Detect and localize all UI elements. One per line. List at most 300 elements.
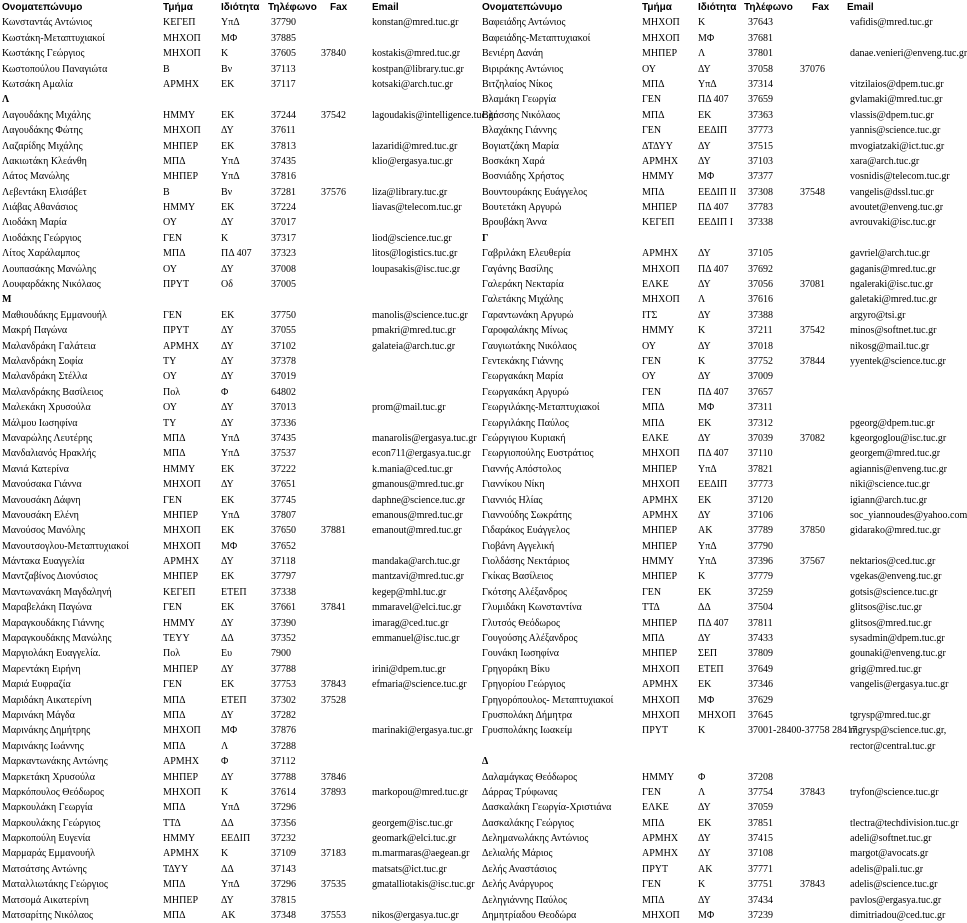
cell-email[interactable]: danae.venieri@enveng.tuc.gr <box>850 48 967 60</box>
table-row <box>482 554 960 569</box>
cell-name: Γεωργιλάκης Παύλος <box>482 417 569 429</box>
cell-role: ΠΔ 407 <box>698 386 729 398</box>
cell-fax: 37183 <box>321 848 346 860</box>
table-row <box>0 215 480 230</box>
cell-email[interactable]: niki@science.tuc.gr <box>850 479 930 491</box>
table-row <box>0 539 480 554</box>
cell-name: Μαραγκουδάκης Μανώλης <box>2 633 112 645</box>
cell-email[interactable]: mantzavi@mred.tuc.gr <box>372 571 464 583</box>
cell-email[interactable]: vosnidis@telecom.tuc.gr <box>850 171 950 183</box>
cell-phone: 37537 <box>271 448 296 460</box>
table-row <box>482 416 960 431</box>
cell-phone: 37281 <box>271 186 296 198</box>
table-row <box>0 123 480 138</box>
cell-fax: 37843 <box>321 679 346 691</box>
cell-role: ΕΚ <box>221 109 235 121</box>
cell-name: Γαλετάκης Μιχάλης <box>482 294 564 306</box>
table-row <box>0 770 480 785</box>
table-row <box>482 15 960 30</box>
cell-name: Γρηγοράκη Βίκυ <box>482 663 550 675</box>
cell-name: Γρυσπολάκης Ιωακείμ <box>482 725 573 737</box>
cell-phone: 37244 <box>271 109 296 121</box>
table-body <box>482 15 967 923</box>
cell-email[interactable]: georgem@isc.tuc.gr <box>372 817 453 829</box>
cell-dept: ΓΕΝ <box>163 232 183 244</box>
cell-email[interactable]: pgeorg@dpem.tuc.gr <box>850 417 935 429</box>
cell-phone: 37005 <box>271 279 296 291</box>
cell-email[interactable]: adeli@softnet.tuc.gr <box>850 833 932 845</box>
cell-phone: 37323 <box>271 248 296 260</box>
cell-phone: 37851 <box>748 817 773 829</box>
cell-role: ΔΥ <box>221 402 234 414</box>
cell-phone: 64802 <box>271 386 296 398</box>
cell-phone: 37752 <box>748 355 773 367</box>
cell-name: Μαραγκουδάκης Γιάννης <box>2 617 104 629</box>
cell-email[interactable]: vafidis@mred.tuc.gr <box>850 17 933 29</box>
cell-email[interactable]: vlassis@dpem.tuc.gr <box>850 109 934 121</box>
cell-email[interactable]: grig@mred.tuc.gr <box>850 663 922 675</box>
cell-phone: 37058 <box>748 63 773 75</box>
cell-email[interactable]: kgeorgoglou@isc.tuc.gr <box>850 432 947 444</box>
cell-role: ΕΚ <box>221 525 235 537</box>
cell-email[interactable]: geomark@elci.tuc.gr <box>372 833 457 845</box>
cell-dept: ΜΗΠΕΡ <box>163 140 199 152</box>
table-row <box>0 262 480 277</box>
cell-phone: 37821 <box>748 463 773 475</box>
cell-dept: ΜΗΧΟΠ <box>163 32 201 44</box>
cell-dept: ΜΠΔ <box>642 109 665 121</box>
section-letter-row <box>482 754 960 769</box>
cell-name: Μαλανδράκη Γαλάτεια <box>2 340 96 352</box>
cell-role: ΔΥ <box>698 371 711 383</box>
cell-role: Φ <box>221 386 229 398</box>
cell-phone: 37317 <box>271 232 296 244</box>
cell-phone: 37651 <box>271 479 296 491</box>
cell-email[interactable]: marinaki@ergasya.tuc.gr <box>372 725 473 737</box>
table-row <box>0 308 480 323</box>
cell-name: Δάρρας Τρύφωνας <box>482 786 558 798</box>
cell-email[interactable]: georgem@mred.tuc.gr <box>850 448 941 460</box>
table-row <box>482 893 960 908</box>
table-row <box>0 477 480 492</box>
cell-email[interactable]: mvogiatzaki@ict.tuc.gr <box>850 140 945 152</box>
cell-name: Ματσομά Αικατερίνη <box>2 894 89 906</box>
cell-name: Γεωργιλάκης-Μεταπτυχιακοί <box>482 402 600 414</box>
cell-name: Βρουβάκη Άννα <box>482 217 547 229</box>
cell-phone: 37745 <box>271 494 296 506</box>
cell-role: ΔΥ <box>221 355 234 367</box>
cell-dept: ΔΤΔΥΥ <box>642 140 673 152</box>
cell-name: Μάντακα Ευαγγελία <box>2 556 85 568</box>
cell-role: Λ <box>698 294 706 306</box>
cell-email[interactable]: yannis@science.tuc.gr <box>850 125 941 137</box>
table-row <box>482 708 960 723</box>
cell-email[interactable]: sysadmin@dpem.tuc.gr <box>850 633 945 645</box>
cell-email[interactable]: lagoudakis@intelligence.tuc.gr <box>372 109 497 121</box>
cell-dept: ΜΗΧΟΠ <box>163 540 201 552</box>
cell-email[interactable]: adelis@pali.tuc.gr <box>850 863 924 875</box>
cell-name: Γεωργακάκη Μαρία <box>482 371 564 383</box>
cell-fax: 37844 <box>800 355 825 367</box>
section-letter-row <box>0 292 480 307</box>
cell-fax: 37553 <box>321 910 346 922</box>
cell-phone: 37754 <box>748 786 773 798</box>
cell-role: ΥπΔ <box>221 509 240 521</box>
table-row <box>0 369 480 384</box>
cell-email[interactable]: matsats@ict.tuc.gr <box>372 863 447 875</box>
cell-role: ΑΚ <box>698 863 713 875</box>
cell-role: ΔΥ <box>698 340 711 352</box>
cell-phone: 37363 <box>748 109 773 121</box>
table-row <box>0 585 480 600</box>
cell-email[interactable]: markopou@mred.tuc.gr <box>372 786 468 798</box>
cell-email[interactable]: lazaridi@mred.tuc.gr <box>372 140 458 152</box>
cell-email[interactable]: vangelis@dssl.tuc.gr <box>850 186 934 198</box>
cell-name: Γ <box>482 232 489 244</box>
cell-fax: 37843 <box>800 879 825 891</box>
cell-phone: 37390 <box>271 617 296 629</box>
cell-email[interactable]: m.marmaras@aegean.gr <box>372 848 470 860</box>
header-name: Ονοματεπώνυμο <box>2 2 83 13</box>
cell-name: Λίτος Χαράλαμπος <box>2 248 80 260</box>
cell-name: Γκίκας Βασίλειος <box>482 571 553 583</box>
cell-name: Λιοδάκης Γεώργιος <box>2 232 82 244</box>
table-row <box>0 646 480 661</box>
cell-phone: 37346 <box>748 679 773 691</box>
cell-email[interactable]: avrouvaki@isc.tuc.gr <box>850 217 936 229</box>
cell-email[interactable]: ngaleraki@isc.tuc.gr <box>850 279 934 291</box>
cell-phone: 37681 <box>748 32 773 44</box>
cell-email[interactable]: rector@central.tuc.gr <box>850 740 936 752</box>
cell-role: ΠΔ 407 <box>221 248 252 260</box>
table-row <box>482 477 960 492</box>
cell-dept: ΟΥ <box>642 63 656 75</box>
cell-phone: 37435 <box>271 432 296 444</box>
cell-email[interactable]: igiann@arch.tuc.gr <box>850 494 927 506</box>
cell-dept: ΤΔΥΥ <box>163 863 189 875</box>
table-row <box>0 616 480 631</box>
cell-name: Μανούσος Μανόλης <box>2 525 86 537</box>
cell-role: ΥπΔ <box>698 463 717 475</box>
cell-fax: 37881 <box>321 525 346 537</box>
cell-fax: 37542 <box>321 109 346 121</box>
cell-name: Γρυσπολάκη Δήμητρα <box>482 709 572 721</box>
table-header <box>482 0 960 15</box>
table-row <box>482 277 960 292</box>
cell-email[interactable]: loupasakis@isc.tuc.gr <box>372 263 461 275</box>
cell-role: ΔΥ <box>221 479 234 491</box>
cell-dept: ΑΡΜΗΧ <box>163 78 200 90</box>
cell-phone: 37117 <box>271 78 296 90</box>
cell-email[interactable]: manarolis@ergasya.tuc.gr <box>372 432 477 444</box>
cell-email[interactable]: soc_yiannoudes@yahoo.com <box>850 509 967 521</box>
cell-name: Μαντζαβίνος Διονύσιος <box>2 571 98 583</box>
cell-email[interactable]: glitsos@mred.tuc.gr <box>850 617 932 629</box>
table-row <box>482 46 967 61</box>
cell-email[interactable]: agiannis@enveng.tuc.gr <box>850 463 947 475</box>
cell-phone: 37239 <box>748 910 773 922</box>
cell-email[interactable]: litos@logistics.tuc.gr <box>372 248 458 260</box>
cell-role: ΜΗΧΟΠ <box>698 709 736 721</box>
header-phone: Τηλέφωνο <box>268 2 317 13</box>
cell-name: Δ <box>482 756 489 768</box>
cell-email[interactable]: avoutet@enveng.tuc.gr <box>850 202 944 214</box>
cell-dept: ΜΗΠΕΡ <box>163 571 199 583</box>
cell-dept: ΜΗΧΟΠ <box>163 786 201 798</box>
cell-role: ΔΥ <box>698 432 711 444</box>
cell-dept: ΠΡΥΤ <box>642 863 669 875</box>
cell-email[interactable]: liza@library.tuc.gr <box>372 186 448 198</box>
cell-phone: 37388 <box>748 309 773 321</box>
cell-phone: 37692 <box>748 263 773 275</box>
cell-email[interactable]: kostpan@library.tuc.gr <box>372 63 464 75</box>
cell-email[interactable]: liod@science.tuc.gr <box>372 232 452 244</box>
cell-phone: 37809 <box>748 648 773 660</box>
cell-email[interactable]: emanout@mred.tuc.gr <box>372 525 462 537</box>
cell-dept: ΜΠΔ <box>642 78 665 90</box>
cell-name: Δελής Αναστάσιος <box>482 863 557 875</box>
cell-role: ΔΥ <box>221 263 234 275</box>
cell-dept: ΗΜΜΥ <box>642 325 675 337</box>
cell-dept: ΑΡΜΗΧ <box>642 679 679 691</box>
table-row <box>482 108 960 123</box>
cell-dept: ΜΗΧΟΠ <box>642 263 680 275</box>
cell-email[interactable]: emanous@mred.tuc.gr <box>372 509 463 521</box>
cell-dept: ΚΕΓΕΠ <box>163 586 196 598</box>
cell-role: ΕΤΕΠ <box>221 586 247 598</box>
cell-email[interactable]: gotsis@science.tuc.gr <box>850 586 938 598</box>
cell-email[interactable]: mmaravel@elci.tuc.gr <box>372 602 462 614</box>
cell-email[interactable]: yyentek@science.tuc.gr <box>850 355 946 367</box>
cell-dept: ΑΡΜΗΧ <box>642 848 679 860</box>
cell-fax: 37840 <box>321 48 346 60</box>
cell-email[interactable]: gmatalliotakis@isc.tuc.gr <box>372 879 475 891</box>
cell-name: Βαφειάδης-Μεταπτυχιακοί <box>482 32 591 44</box>
cell-email[interactable]: galetaki@mred.tuc.gr <box>850 294 937 306</box>
cell-role: ΔΥ <box>698 833 711 845</box>
cell-email[interactable]: tlectra@techdivision.tuc.gr <box>850 817 959 829</box>
cell-email[interactable]: konstan@mred.tuc.gr <box>372 17 459 29</box>
cell-phone: 37120 <box>748 494 773 506</box>
cell-email[interactable]: gavriel@arch.tuc.gr <box>850 248 930 260</box>
table-row <box>0 46 480 61</box>
cell-role: ΠΔ 407 <box>698 94 729 106</box>
cell-email[interactable]: dimitriadou@ced.tuc.gr <box>850 910 946 922</box>
cell-email[interactable]: daphne@science.tuc.gr <box>372 494 466 506</box>
cell-email[interactable]: nikosg@mail.tuc.gr <box>850 340 930 352</box>
cell-role: ΔΔ <box>221 817 234 829</box>
cell-email[interactable]: mgrysp@science.tuc.gr, <box>850 725 947 737</box>
cell-role: ΔΥ <box>698 309 711 321</box>
cell-email[interactable]: econ711@ergasya.tuc.gr <box>372 448 471 460</box>
cell-dept: ΜΠΔ <box>642 186 665 198</box>
table-row <box>0 893 480 908</box>
table-row <box>0 416 480 431</box>
cell-role: ΕΚ <box>221 309 235 321</box>
cell-role: ΕΤΕΠ <box>221 694 247 706</box>
cell-dept: ΚΕΓΕΠ <box>163 17 196 29</box>
cell-role: ΕΕΔΙΠ <box>221 833 251 845</box>
cell-fax: 37841 <box>321 602 346 614</box>
table-row <box>482 616 960 631</box>
cell-email[interactable]: nektarios@ced.tuc.gr <box>850 556 936 568</box>
cell-role: ΕΚ <box>221 679 235 691</box>
table-row <box>482 600 960 615</box>
cell-email[interactable]: argyro@tsi.gr <box>850 309 906 321</box>
cell-name: Μανουτσογλου-Μεταπτυχιακοί <box>2 540 129 552</box>
cell-email[interactable]: klio@ergasya.tuc.gr <box>372 155 453 167</box>
cell-dept: ΜΗΧΟΠ <box>642 709 680 721</box>
cell-dept: ΓΕΝ <box>642 586 662 598</box>
cell-email[interactable]: vangelis@ergasya.tuc.gr <box>850 679 949 691</box>
cell-dept: ΓΕΝ <box>642 786 662 798</box>
cell-name: Μαλανδράκη Στέλλα <box>2 371 88 383</box>
cell-email[interactable]: xara@arch.tuc.gr <box>850 155 920 167</box>
cell-role: ΕΚ <box>221 602 235 614</box>
cell-dept: ΓΕΝ <box>642 879 662 891</box>
table-row <box>0 354 480 369</box>
cell-email[interactable]: kotsaki@arch.tuc.gr <box>372 78 453 90</box>
table-row <box>0 877 480 892</box>
table-row <box>482 631 960 646</box>
cell-role: ΕΚ <box>698 679 712 691</box>
cell-email[interactable]: gidarako@mred.tuc.gr <box>850 525 941 537</box>
cell-phone: 37018 <box>748 340 773 352</box>
cell-email[interactable]: adelis@science.tuc.gr <box>850 879 938 891</box>
cell-role: Κ <box>221 786 229 798</box>
cell-name: Δεληγιάννης Παύλος <box>482 894 567 906</box>
cell-email[interactable]: margot@avocats.gr <box>850 848 929 860</box>
cell-name: Γουγούσης Αλέξανδρος <box>482 633 578 645</box>
cell-role: ΔΔ <box>698 602 711 614</box>
cell-dept: ΑΡΜΗΧ <box>642 833 679 845</box>
cell-role: ΜΦ <box>221 725 238 737</box>
table-row <box>482 169 960 184</box>
cell-role: Ευ <box>221 648 233 660</box>
header-name: Ονοματεπώνυμο <box>482 2 563 13</box>
cell-role: ΕΚ <box>698 417 712 429</box>
table-row <box>0 277 480 292</box>
cell-email[interactable]: mandaka@arch.tuc.gr <box>372 556 461 568</box>
cell-dept: ΜΗΧΟΠ <box>163 48 201 60</box>
cell-email[interactable]: pavlos@ergasya.tuc.gr <box>850 894 942 906</box>
cell-dept: ΗΜΜΥ <box>163 202 196 214</box>
cell-dept: ΜΗΧΟΠ <box>642 294 680 306</box>
cell-email[interactable]: kostakis@mred.tuc.gr <box>372 48 461 60</box>
cell-email[interactable]: manolis@science.tuc.gr <box>372 309 468 321</box>
cell-email[interactable]: nikos@ergasya.tuc.gr <box>372 910 459 922</box>
cell-fax: 37567 <box>800 556 825 568</box>
cell-name: Μανδαλιανός Ηρακλής <box>2 448 96 460</box>
cell-name: Λαγουδάκης Φώτης <box>2 125 83 137</box>
cell-role: ΕΚ <box>221 494 235 506</box>
cell-name: Βιριράκης Αντώνιος <box>482 63 564 75</box>
cell-email[interactable]: gmanous@mred.tuc.gr <box>372 479 464 491</box>
cell-role: ΠΔ 407 <box>698 448 729 460</box>
cell-email[interactable]: prom@mail.tuc.gr <box>372 402 446 414</box>
cell-dept: ΟΥ <box>642 340 656 352</box>
cell-phone: 37788 <box>271 663 296 675</box>
cell-fax: 37528 <box>321 694 346 706</box>
table-header <box>0 0 480 15</box>
cell-dept: ΜΠΔ <box>163 694 186 706</box>
cell-phone: 37611 <box>271 125 296 137</box>
cell-email[interactable]: liavas@telecom.tuc.gr <box>372 202 462 214</box>
cell-email[interactable]: kegep@mhl.tuc.gr <box>372 586 447 598</box>
cell-dept: ΜΠΔ <box>163 740 186 752</box>
cell-name: Μαλανδράκη Σοφία <box>2 355 83 367</box>
cell-role: ΠΔ 407 <box>698 617 729 629</box>
cell-phone: 37504 <box>748 602 773 614</box>
cell-name: Μανιά Κατερίνα <box>2 463 69 475</box>
cell-fax: 37548 <box>800 186 825 198</box>
cell-role: ΕΚ <box>698 817 712 829</box>
cell-dept: ΑΡΜΗΧ <box>163 848 200 860</box>
cell-dept: ΟΥ <box>642 371 656 383</box>
cell-phone: 37750 <box>271 309 296 321</box>
cell-email[interactable]: vgekas@enveng.tuc.gr <box>850 571 942 583</box>
table-row <box>0 831 480 846</box>
table-row <box>0 169 480 184</box>
cell-dept: ΤΤΔ <box>642 602 660 614</box>
cell-phone: 37259 <box>748 586 773 598</box>
cell-dept: ΟΥ <box>163 402 177 414</box>
cell-role: ΥπΔ <box>221 448 240 460</box>
table-row <box>482 785 960 800</box>
cell-dept: ΓΕΝ <box>642 386 662 398</box>
cell-email[interactable]: imarag@ced.tuc.gr <box>372 617 449 629</box>
cell-dept: ΤΕΥΥ <box>163 633 190 645</box>
cell-email[interactable]: tgrysp@mred.tuc.gr <box>850 709 931 721</box>
table-row <box>482 31 960 46</box>
header-email: Email <box>372 2 399 13</box>
cell-dept: ΠΡΥΤ <box>163 325 190 337</box>
cell-email[interactable]: glitsos@isc.tuc.gr <box>850 602 922 614</box>
cell-name: Μακρή Παγώνα <box>2 325 68 337</box>
cell-role: ΔΔ <box>221 863 234 875</box>
cell-email[interactable]: emmanuel@isc.tuc.gr <box>372 633 460 645</box>
cell-phone: 37001-28400-37758 28417 <box>748 725 858 737</box>
table-row <box>482 723 960 738</box>
cell-phone: 37650 <box>271 525 296 537</box>
cell-email[interactable]: efmaria@science.tuc.gr <box>372 679 467 691</box>
cell-email[interactable]: minos@softnet.tuc.gr <box>850 325 937 337</box>
cell-name: Βλαχάκης Γιάννης <box>482 125 557 137</box>
cell-phone: 37415 <box>748 833 773 845</box>
cell-phone: 37314 <box>748 78 773 90</box>
cell-role: Φ <box>698 771 706 783</box>
header-dept: Τμήμα <box>163 2 193 13</box>
cell-email[interactable]: gvlamaki@mred.tuc.gr <box>850 94 943 106</box>
cell-fax: 37850 <box>800 525 825 537</box>
cell-email[interactable]: tryfon@science.tuc.gr <box>850 786 939 798</box>
table-row <box>0 554 480 569</box>
cell-phone: 37143 <box>271 863 296 875</box>
cell-email[interactable]: vitzilaios@dpem.tuc.gr <box>850 78 944 90</box>
cell-dept: ΑΡΜΗΧ <box>642 248 679 260</box>
cell-email[interactable]: k.mania@ced.tuc.gr <box>372 463 453 475</box>
cell-role: ΜΦ <box>698 171 715 183</box>
cell-email[interactable]: pmakri@mred.tuc.gr <box>372 325 456 337</box>
cell-email[interactable]: gaganis@mred.tuc.gr <box>850 263 936 275</box>
cell-name: Γιδαράκος Ευάγγελος <box>482 525 570 537</box>
cell-name: Λιάβας Αθανάσιος <box>2 202 78 214</box>
cell-email[interactable]: gounaki@enveng.tuc.gr <box>850 648 946 660</box>
cell-phone: 37105 <box>748 248 773 260</box>
cell-email[interactable]: irini@dpem.tuc.gr <box>372 663 446 675</box>
cell-email[interactable]: galateia@arch.tuc.gr <box>372 340 456 352</box>
cell-name: Δελιαλής Μάριος <box>482 848 553 860</box>
